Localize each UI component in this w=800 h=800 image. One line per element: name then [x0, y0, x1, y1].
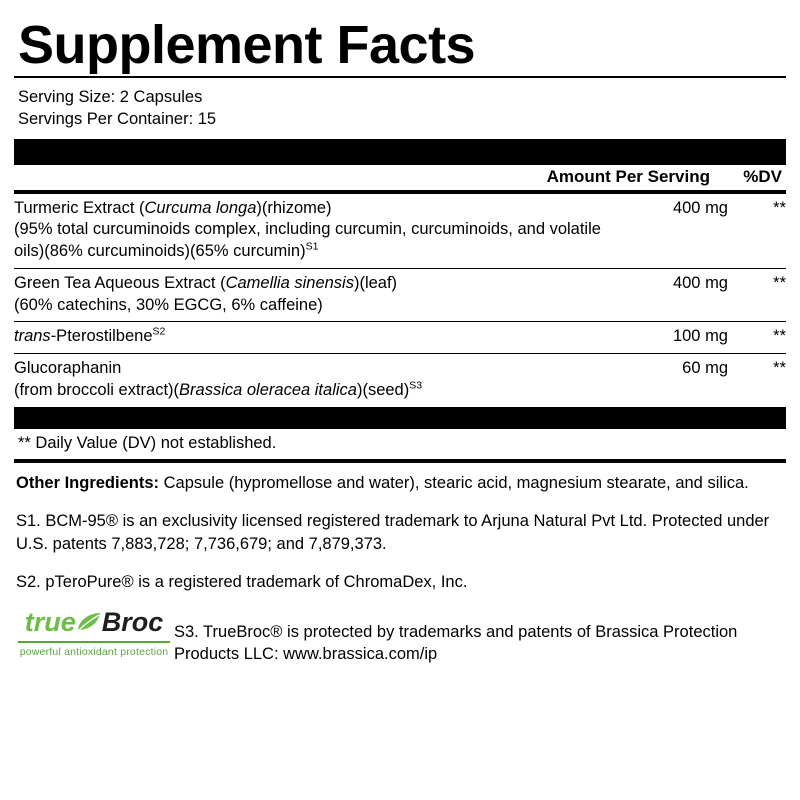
- other-ingredients: [16, 473, 786, 495]
- logo-and-note: [14, 607, 786, 666]
- truebroc-logo: [14, 607, 174, 657]
- nutrient-dv: **: [773, 198, 786, 217]
- nutrient-name-detail-part: )(seed): [356, 380, 410, 399]
- nutrient-name-main: Glucoraphanin: [14, 359, 122, 378]
- nutrient-amount: 100 mg: [608, 322, 728, 354]
- nutrient-dv: **: [728, 322, 786, 354]
- page-title: Supplement Facts: [18, 15, 476, 75]
- serving-info: [18, 86, 786, 131]
- logo-true-text: true: [24, 607, 76, 638]
- trademark-note-s2: S2. pTeroPure® is a registered trademark of ChromaDex, Inc.: [16, 572, 468, 591]
- logo-wordmark: [14, 609, 174, 637]
- serving-size: Serving Size: 2 Capsules: [18, 88, 203, 106]
- nutrient-name-detail: (95% total curcuminoids complex, including curcumin, curcuminoids, and volatile oils)(86% curcuminoids)(65% curcumin): [14, 220, 601, 261]
- nutrient-name-latin: trans: [14, 327, 51, 346]
- servings-per-container: Servings Per Container: 15: [18, 110, 217, 129]
- nutrient-name-main: Turmeric Extract (: [14, 198, 145, 217]
- nutrient-amount: 60 mg: [608, 354, 728, 407]
- nutrient-name: [14, 354, 608, 407]
- leaf-icon: [76, 611, 102, 638]
- dv-header: %DV: [743, 166, 782, 186]
- column-headers: [14, 165, 786, 190]
- footer-black-bar: [14, 407, 786, 429]
- nutrient-name-part: )(rhizome): [256, 198, 332, 217]
- table-row: [14, 268, 786, 322]
- other-ingredients-label: Other Ingredients:: [16, 473, 160, 492]
- nutrient-name-latin: Camellia sinensis: [225, 273, 354, 292]
- nutrient-name-latin: Brassica oleracea italica: [179, 380, 357, 399]
- dv-footnote: ** Daily Value (DV) not established.: [18, 433, 277, 452]
- nutrient-amount: 400 mg: [672, 198, 728, 217]
- nutrient-dv: **: [728, 354, 786, 407]
- amount-header: Amount Per Serving: [546, 166, 710, 186]
- logo-tagline: powerful antioxidant protection: [19, 645, 169, 658]
- footnote-marker: S1: [305, 240, 319, 253]
- nutrient-dv: **: [728, 268, 786, 322]
- nutrient-name-part: -Pterostilbene: [50, 327, 153, 346]
- panel-bottom-divider: [14, 459, 786, 463]
- nutrient-amount: 400 mg: [608, 268, 728, 322]
- nutrient-name-main: Green Tea Aqueous Extract (: [14, 273, 226, 292]
- nutrient-name-detail: (60% catechins, 30% EGCG, 6% caffeine): [14, 295, 323, 314]
- nutrient-name: [14, 268, 608, 322]
- title-divider: [14, 76, 786, 78]
- nutrient-name: [14, 322, 608, 354]
- footnote-marker: S3: [409, 379, 423, 392]
- logo-broc-text: Broc: [101, 607, 164, 638]
- nutrients-table: [14, 194, 786, 407]
- nutrient-name-part: )(leaf): [353, 273, 398, 292]
- logo-underline: [18, 641, 170, 643]
- nutrient-name-detail: (from broccoli extract)(: [14, 380, 180, 399]
- table-row: [14, 194, 786, 269]
- trademark-note-s3: S3. TrueBroc® is protected by trademarks and patents of Brassica Protection Products LLC: www.brassica.com/ip: [174, 623, 738, 664]
- other-ingredients-text: Capsule (hypromellose and water), stearic acid, magnesium stearate, and silica.: [159, 473, 749, 492]
- trademark-note-s1: S1. BCM-95® is an exclusivity licensed registered trademark to Arjuna Natural Pvt Ltd. Protected under U.S. patents 7,883,728; 7,736,679; and 7,879,373.: [16, 512, 770, 553]
- table-row: [14, 322, 786, 354]
- footnote-marker: S2: [152, 325, 166, 338]
- header-black-bar: [14, 139, 786, 165]
- nutrient-name-latin: Curcuma longa: [144, 198, 257, 217]
- table-row: [14, 354, 786, 407]
- nutrient-name: [14, 194, 608, 269]
